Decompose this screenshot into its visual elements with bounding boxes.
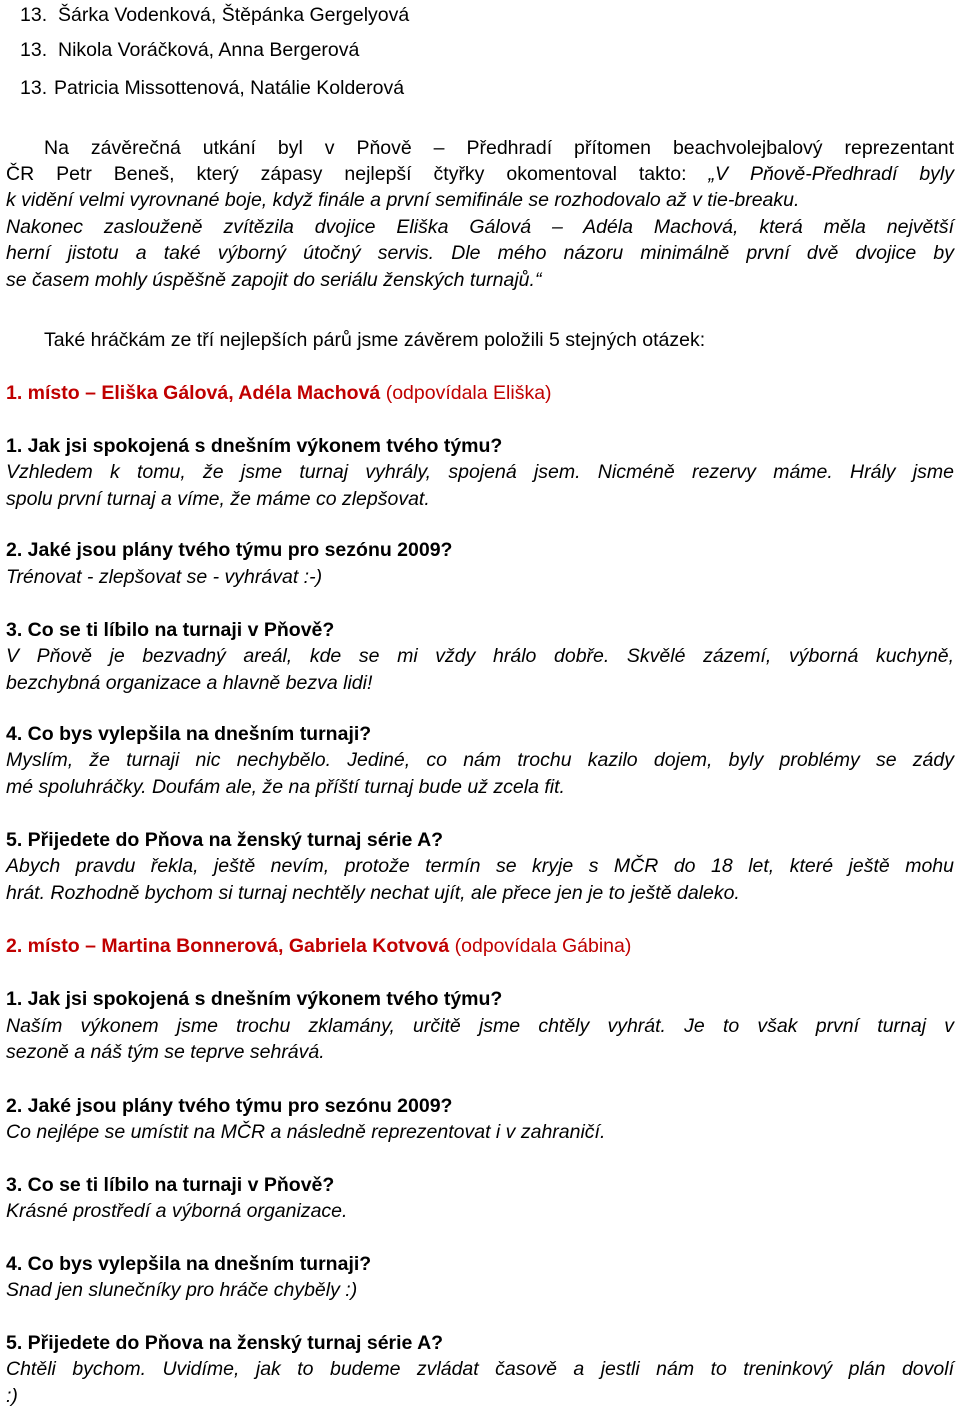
question: 1. Jak jsi spokojená s dnešním výkonem tvého týmu? <box>6 435 503 457</box>
intro-text: ČR Petr Beneš, který zápasy nejlepší čtyřky okomentoval takto: <box>6 163 709 185</box>
place-title: 2. místo – Martina Bonnerová, Gabriela Kotvová <box>6 935 450 957</box>
answer-line: Vzhledem k tomu, že jsme turnaj vyhrály, spojená jsem. Nicméně rezervy máme. Hrály jsme <box>6 461 954 483</box>
question: 4. Co bys vylepšila na dnešním turnaji? <box>6 723 372 745</box>
quote-line: se časem mohly úspěšně zapojit do seriálu ženských turnajů.“ <box>6 269 542 291</box>
question: 2. Jaké jsou plány tvého týmu pro sezónu 2009? <box>6 1095 453 1117</box>
question: 1. Jak jsi spokojená s dnešním výkonem tvého týmu? <box>6 988 503 1010</box>
answer-line: Abych pravdu řekla, ještě nevím, protože termín se kryje s MČR do 18 let, které ještě mohu <box>6 855 954 877</box>
question: 5. Přijedete do Pňova na ženský turnaj série A? <box>6 829 444 851</box>
list-number: 13. <box>20 39 48 61</box>
responder-note: (odpovídala Eliška) <box>380 382 552 404</box>
question: 4. Co bys vylepšila na dnešním turnaji? <box>6 1253 372 1275</box>
intro-line <box>6 161 954 187</box>
place-heading <box>6 380 552 406</box>
quote-line <box>6 240 954 266</box>
answer-line: spolu první turnaj a víme, že máme co zlepšovat. <box>6 488 430 510</box>
quote-line: k vidění velmi vyrovnané boje, když finále a první semifinále se rozhodovalo až v tie-breaku. <box>6 189 800 211</box>
quote-line: Nakonec zaslouženě zvítězila dvojice Eliška Gálová – Adéla Machová, která měla největší <box>6 216 954 238</box>
quote-text: herní jistotu a také výborný útočný servis. <box>6 242 452 264</box>
list-item <box>20 2 409 28</box>
answer-line: Trénovat - zlepšovat se - vyhrávat :-) <box>6 566 323 588</box>
list-item <box>20 37 359 63</box>
question: 3. Co se ti líbilo na turnaji v Pňově? <box>6 1174 335 1196</box>
answer-line: sezoně a náš tým se teprve sehrává. <box>6 1041 325 1063</box>
quote-text: Dle mého názoru minimálně první dvě dvojice by <box>451 242 954 264</box>
answer-line: Snad jen slunečníky pro hráče chyběly :) <box>6 1279 358 1301</box>
answer-line: :) <box>6 1385 18 1407</box>
intro-line: Na závěrečná utkání byl v Pňově – Předhradí přítomen beachvolejbalový reprezentant <box>44 137 954 159</box>
place-heading <box>6 933 631 959</box>
questions-intro: Také hráčkám ze tří nejlepších párů jsme závěrem položili 5 stejných otázek: <box>44 329 706 351</box>
question: 5. Přijedete do Pňova na ženský turnaj série A? <box>6 1332 444 1354</box>
list-item <box>20 75 404 101</box>
question: 3. Co se ti líbilo na turnaji v Pňově? <box>6 619 335 641</box>
answer-line: Myslím, že turnaji nic nechybělo. Jediné, co nám trochu kazilo dojem, byly problémy se zády <box>6 749 954 771</box>
answer-line: bezchybná organizace a hlavně bezva lidi! <box>6 672 373 694</box>
answer-line: Co nejlépe se umístit na MČR a následně reprezentovat i v zahraničí. <box>6 1121 606 1143</box>
responder-note: (odpovídala Gábina) <box>449 935 632 957</box>
answer-line: Krásné prostředí a výborná organizace. <box>6 1200 348 1222</box>
answer-line: V Pňově je bezvadný areál, kde se mi vždy hrálo dobře. Skvělé zázemí, výborná kuchyně, <box>6 645 954 667</box>
list-names: Nikola Voráčková, Anna Bergerová <box>58 39 360 61</box>
list-number: 13. <box>20 77 48 99</box>
quote-text: „V Pňově-Předhradí byly <box>708 163 954 185</box>
list-names: Patricia Missottenová, Natálie Kolderová <box>54 77 405 99</box>
answer-line: mé spoluhráčky. Doufám ale, že na příští turnaj bude už zcela fit. <box>6 776 565 798</box>
answer-line: hrát. Rozhodně bychom si turnaj nechtěly nechat ujít, ale přece jen je to ještě daleko. <box>6 882 740 904</box>
list-names: Šárka Vodenková, Štěpánka Gergelyová <box>58 4 410 26</box>
answer-line: Naším výkonem jsme trochu zklamány, určitě jsme chtěly vyhrát. Je to však první turnaj v <box>6 1015 954 1037</box>
question: 2. Jaké jsou plány tvého týmu pro sezónu 2009? <box>6 539 453 561</box>
answer-line: Chtěli bychom. Uvidíme, jak to budeme zvládat časově a jestli nám to treninkový plán dovolí <box>6 1358 954 1380</box>
list-number: 13. <box>20 4 48 26</box>
place-title: 1. místo – Eliška Gálová, Adéla Machová <box>6 382 381 404</box>
